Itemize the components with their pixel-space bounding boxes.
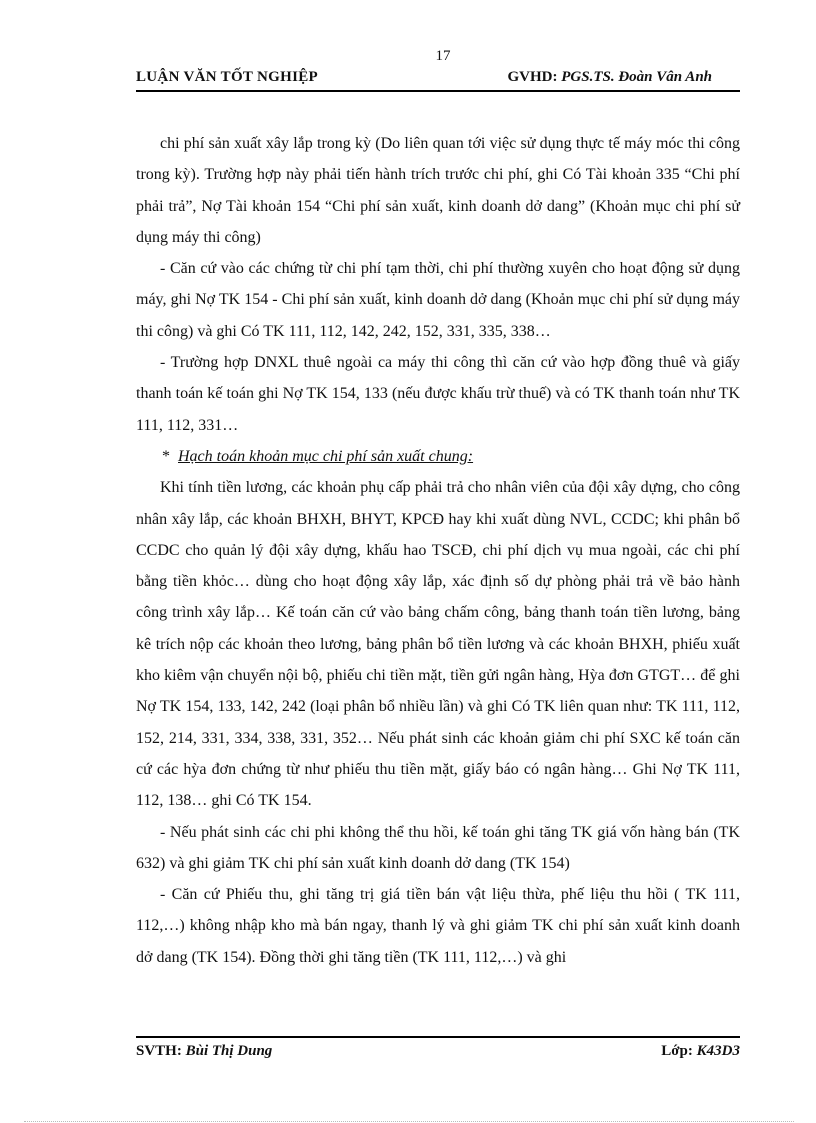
header-advisor-label: GVHD: [507, 69, 558, 85]
paragraph-5: - Nếu phát sinh các chi phi không thể thu hồi, kế toán ghi tăng TK giá vốn hàng bán (TK 632) và ghi giảm TK chi phí sản xuất kinh doanh dở dang (TK 154) [136, 823, 740, 872]
header-advisor-name: PGS.TS. Đoàn Vân Anh [561, 69, 712, 85]
page-header [136, 68, 740, 92]
section-heading-bullet: * [162, 447, 170, 465]
footer-student-label: SVTH: [136, 1043, 182, 1059]
section-heading [136, 441, 740, 472]
paragraph-2: - Căn cứ vào các chứng từ chi phí tạm thời, chi phí thường xuyên cho hoạt động sử dụng máy, ghi Nợ TK 154 - Chi phí sản xuất, kinh doanh dở dang (Khoản mục chi phí sử dụng máy thi công) và ghi Có TK 111, 112, 142, 242, 152, 331, 335, 338… [136, 260, 740, 340]
footer-class-value: K43D3 [696, 1043, 740, 1059]
paragraph-4: Khi tính tiền lương, các khoản phụ cấp phải trả cho nhân viên của đội xây dựng, cho công nhân xây lắp, các khoản BHXH, BHYT, KPCĐ hay khi xuất dùng NVL, CCDC; khi phân bổ CCDC cho quản lý đội xây dựng, khấu hao TSCĐ, chi phí dịch vụ mua ngoài, các chi phí bằng tiền khỏc… dùng cho hoạt động xây lắp, xác định số dự phòng phải trả về bảo hành công trình xây lắp… Kế toán căn cứ vào bảng chấm công, bảng thanh toán tiền lương, bảng kê trích nộp các khoản theo lương, bảng phân bổ tiền lương và các khoản BHXH, phiếu xuất kho kiêm vận chuyển nội bộ, phiếu chi tiền mặt, tiền gửi ngân hàng, Hỳa đơn GTGT… để ghi Nợ TK 154, 133, 142, 242 (loại phân bổ nhiều lần) và ghi Có TK liên quan như: TK 111, 112, 152, 214, 331, 334, 338, 331, 352… Nếu phát sinh các khoản giảm chi phí SXC kế toán căn cứ các hỳa đơn chứng từ như phiếu thu tiền mặt, giấy báo có ngân hàng… Ghi Nợ TK 111, 112, 138… ghi Có TK 154. [136, 479, 740, 810]
footer-class [661, 1043, 740, 1060]
footer-student-name: Bùi Thị Dung [185, 1043, 273, 1059]
header-thesis-title: LUẬN VĂN TỐT NGHIỆP [136, 69, 318, 85]
page-number: 17 [435, 48, 451, 64]
footer-student [136, 1043, 272, 1060]
section-heading-text: Hạch toán khoản mục chi phí sản xuất chung: [178, 447, 474, 465]
paragraph-3: - Trường hợp DNXL thuê ngoài ca máy thi công thì căn cứ vào hợp đồng thuê và giấy thanh toán kế toán ghi Nợ TK 154, 133 (nếu được khấu trừ thuế) và có TK thanh toán như TK 111, 112, 331… [136, 354, 740, 434]
paragraph-1: chi phí sản xuất xây lắp trong kỳ (Do liên quan tới việc sử dụng thực tế máy móc thi công trong kỳ). Trường hợp này phải tiến hành trích trước chi phí, ghi Có Tài khoản 335 “Chi phí phải trả”, Nợ Tài khoản 154 “Chi phí sản xuất, kinh doanh dở dang” (Khoản mục chi phí sử dụng máy thi công) [136, 135, 740, 246]
header-advisor [508, 69, 713, 86]
body-text [136, 128, 740, 973]
page-bottom-divider [24, 1121, 794, 1122]
page-footer [136, 1036, 740, 1062]
paragraph-6: - Căn cứ Phiếu thu, ghi tăng trị giá tiền bán vật liệu thừa, phế liệu thu hồi ( TK 111, 112,…) không nhập kho mà bán ngay, thanh lý và ghi giảm TK chi phí sản xuất kinh doanh dở dang (TK 154). Đồng thời ghi tăng tiền (TK 111, 112,…) và ghi [136, 886, 740, 966]
footer-class-label: Lớp: [661, 1043, 693, 1059]
